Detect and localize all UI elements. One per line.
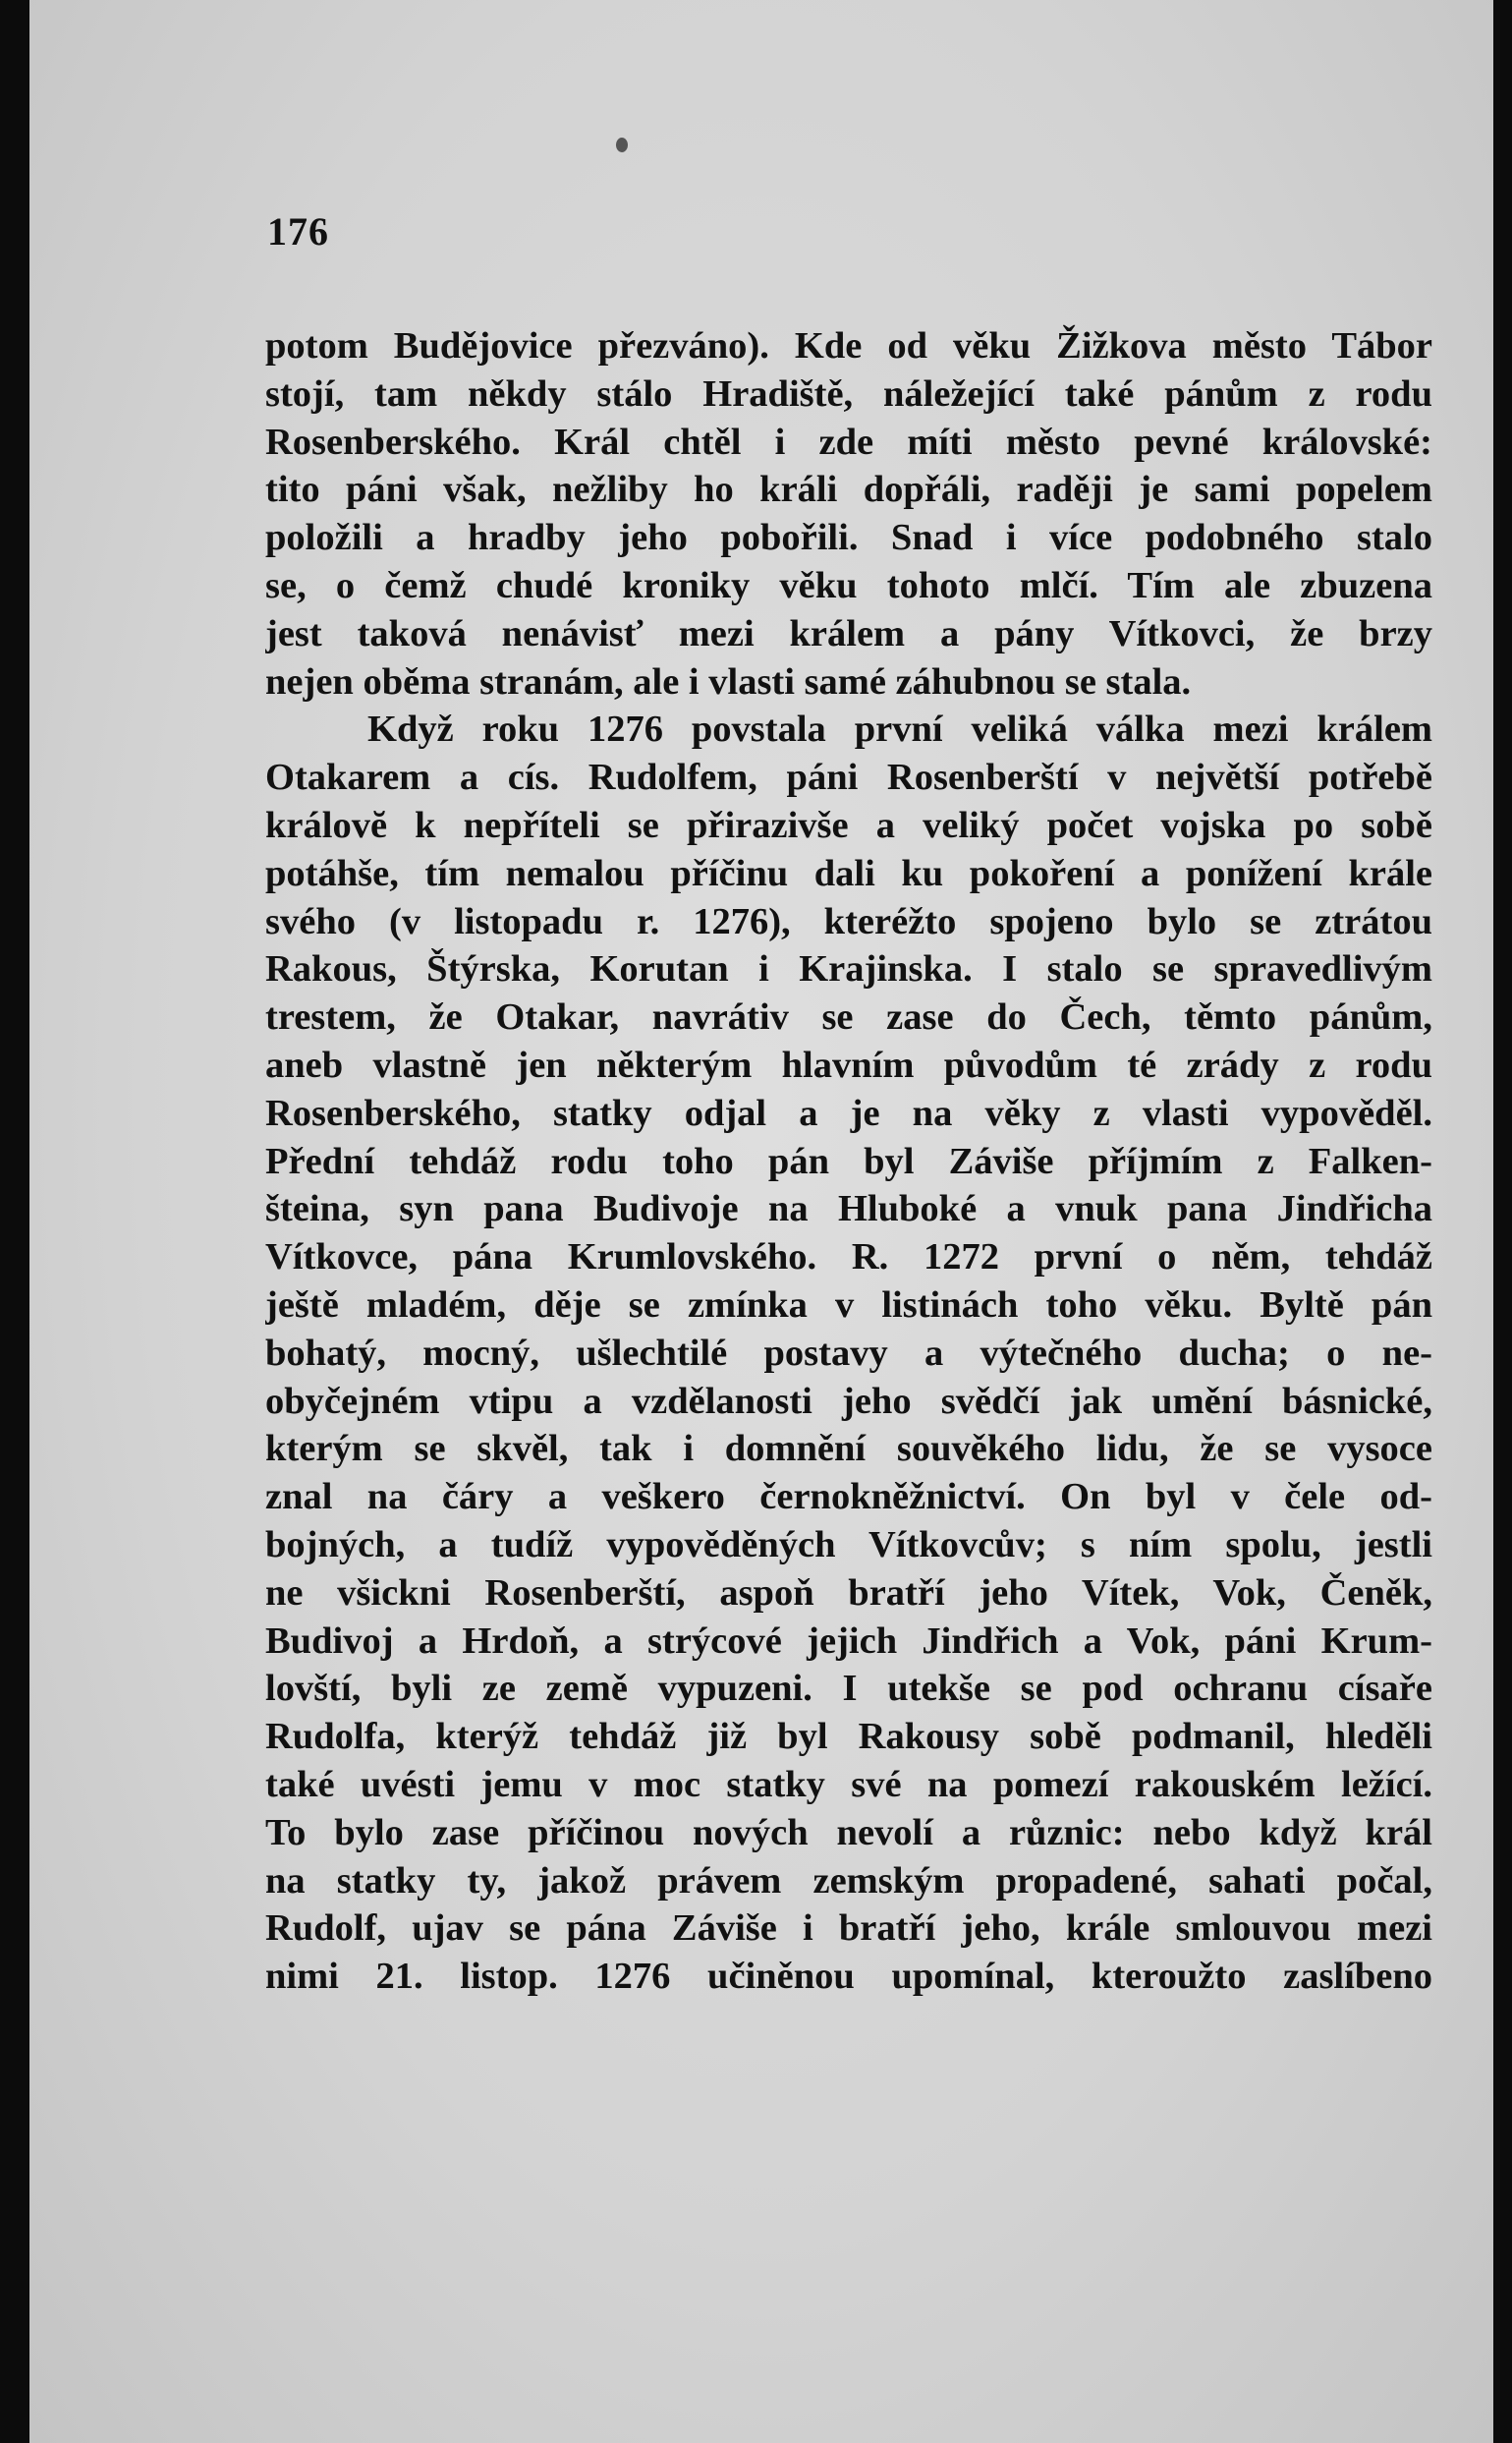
body-text — [265, 322, 1432, 2001]
text-line: potom Budějovice přezváno). Kde od věku Žižkova město Tábor — [265, 325, 1432, 367]
text-line: Přední tehdáž rodu toho pán byl Záviše příjmím z Falken- — [265, 1140, 1432, 1182]
text-line: stojí, tam někdy stálo Hradiště, náležející také pánům z rodu — [265, 372, 1432, 415]
text-line: položili a hradby jeho pobořili. Snad i více podobného stalo — [265, 517, 1432, 559]
text-line: Vítkovce, pána Krumlovského. R. 1272 první o něm, tehdáž — [265, 1236, 1432, 1278]
text-line: Rakous, Štýrska, Korutan i Krajinska. I stalo se spravedlivým — [265, 948, 1432, 991]
book-page — [29, 0, 1493, 2443]
text-line: svého (v listopadu r. 1276), kteréžto spojeno bylo se ztrátou — [265, 900, 1432, 942]
text-line: také uvésti jemu v moc statky své na pomezí rakouském ležící. — [265, 1763, 1432, 1805]
text-line: potáhše, tím nemalou příčinu dali ku pokoření a ponížení krále — [265, 852, 1432, 894]
text-line: Rudolfa, kterýž tehdáž již byl Rakousy sobě podmanil, hleděli — [265, 1716, 1432, 1758]
text-line: ne všickni Rosenberští, aspoň bratří jeho Vítek, Vok, Čeněk, — [265, 1571, 1432, 1614]
text-line: Rosenberského, statky odjal a je na věky z vlasti vypověděl. — [265, 1092, 1432, 1134]
text-line: trestem, že Otakar, navrátiv se zase do Čech, těmto pánům, — [265, 996, 1432, 1039]
text-line: aneb vlastně jen některým hlavním původům té zrády z rodu — [265, 1044, 1432, 1086]
page-number: 176 — [267, 209, 329, 254]
ink-dot — [616, 138, 628, 152]
text-line: nejen oběma stranám, ale i vlasti samé záhubnou se stala. — [265, 660, 1192, 703]
text-line: Budivoj a Hrdoň, a strýcové jejich Jindřich a Vok, páni Krum- — [265, 1619, 1432, 1662]
text-line: Otakarem a cís. Rudolfem, páni Rosenberští v největší potřebě — [265, 757, 1432, 799]
text-line: Rosenberského. Král chtěl i zde míti město pevné královské: — [265, 421, 1432, 463]
text-line: bojných, a tudíž vypověděných Vítkovcův; s ním spolu, jestli — [265, 1523, 1432, 1565]
text-line: jest taková nenávisť mezi králem a pány Vítkovci, že brzy — [265, 612, 1432, 654]
text-line: To bylo zase příčinou nových nevolí a různic: nebo když král — [265, 1811, 1432, 1853]
text-line: královĕ k nepříteli se přirazivše a veliký počet vojska po sobě — [265, 804, 1432, 846]
text-line: na statky ty, jakož právem zemským propadené, sahati počal, — [265, 1859, 1432, 1902]
text-line: znal na čáry a veškero černokněžnictví. On byl v čele od- — [265, 1476, 1432, 1518]
text-line: se, o čemž chudé kroniky věku tohoto mlčí. Tím ale zbuzena — [265, 564, 1432, 606]
text-line: nimi 21. listop. 1276 učiněnou upomínal, kteroužto zaslíbeno — [265, 1956, 1432, 1998]
text-line: tito páni však, nežliby ho králi dopřáli, raději je sami popelem — [265, 469, 1432, 511]
text-line: bohatý, mocný, ušlechtilé postavy a výtečného ducha; o ne- — [265, 1332, 1432, 1374]
text-line: kterým se skvěl, tak i domnění souvěkého lidu, že se vysoce — [265, 1428, 1432, 1470]
text-line: lovští, byli ze země vypuzeni. I utekše se pod ochranu císaře — [265, 1668, 1432, 1710]
text-line: Když roku 1276 povstala první veliká válka mezi králem — [367, 709, 1432, 751]
text-line: ještě mladém, děje se zmínka v listinách toho věku. Byltě pán — [265, 1283, 1432, 1326]
text-line: Rudolf, ujav se pána Záviše i bratří jeho, krále smlouvou mezi — [265, 1907, 1432, 1950]
text-line: obyčejném vtipu a vzdělanosti jeho svědčí jak umění básnické, — [265, 1380, 1432, 1422]
text-line: šteina, syn pana Budivoje na Hluboké a vnuk pana Jindřicha — [265, 1188, 1432, 1230]
